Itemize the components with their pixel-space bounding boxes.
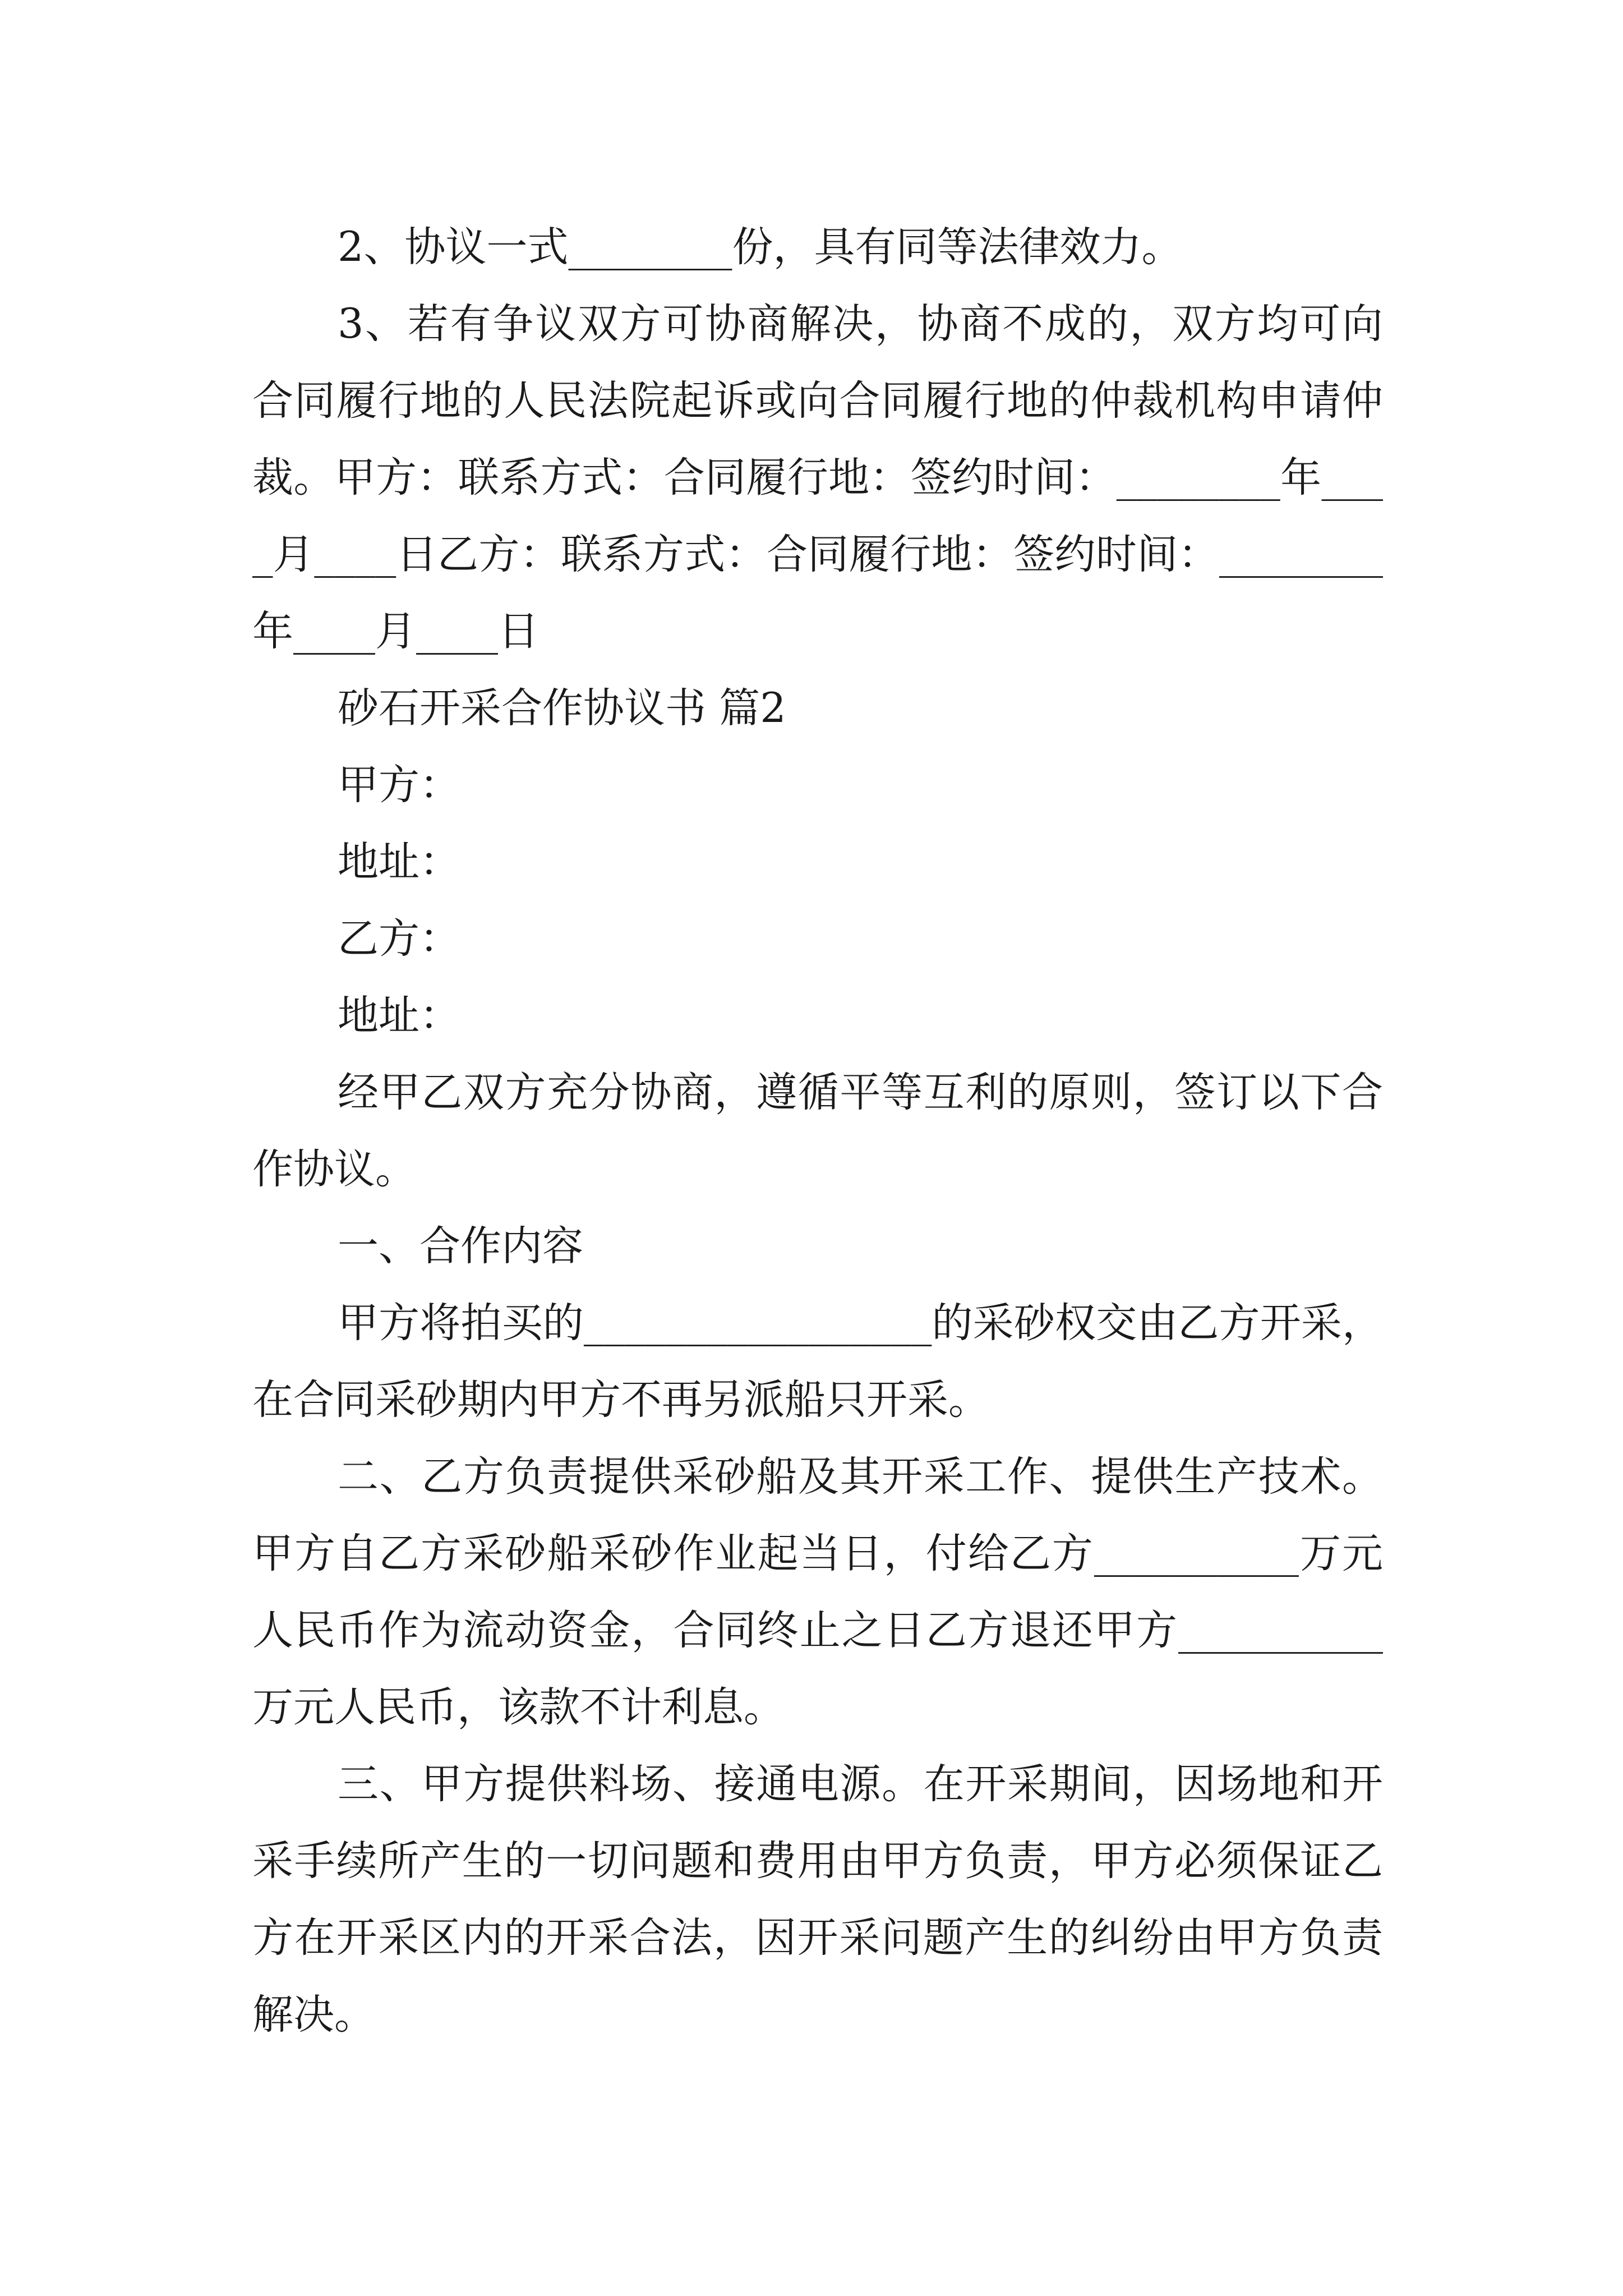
party-b-address-label: 地址：: [338, 992, 460, 1039]
paragraph-clause-two: 二、乙方负责提供采砂船及其开采工作、提供生产技术。甲方自乙方采砂船采砂作业起当日，付给乙方__________万元人民币作为流动资金，合同终止之日乙方退还甲方__________万元人民币，该款不计利息。: [252, 1453, 1383, 1731]
clause-heading-cooperation: 一、合作内容: [338, 1222, 583, 1270]
paragraph-clause-three: 三、甲方提供料场、接通电源。在开采期间，因场地和开采手续所产生的一切问题和费用由甲方负责，甲方必须保证乙方在开采区内的开采合法，因开采问题产生的纠纷由甲方负责解决。: [252, 1760, 1383, 2039]
paragraph-copies-clause: 2、协议一式________份，具有同等法律效力。: [338, 223, 1183, 271]
paragraph-dispute-clause: 3、若有争议双方可协商解决，协商不成的，双方均可向合同履行地的人民法院起诉或向合同履行地的仲裁机构申请仲裁。甲方：联系方式：合同履行地：签约时间：________年____月____日乙方：联系方式：合同履行地：签约时间：________年____月____日: [252, 300, 1383, 655]
party-a-label: 甲方：: [338, 761, 460, 809]
document-body: [252, 209, 1383, 2053]
party-b-label: 乙方：: [338, 915, 460, 963]
paragraph-preamble: 经甲乙双方充分协商，遵循平等互利的原则，签订以下合作协议。: [252, 1069, 1383, 1193]
section-title: 砂石开采合作协议书 篇2: [338, 684, 786, 732]
party-a-address-label: 地址：: [338, 838, 460, 886]
paragraph-mining-rights: 甲方将拍买的_________________的采砂权交由乙方开采，在合同采砂期内甲方不再另派船只开采。: [252, 1299, 1383, 1424]
